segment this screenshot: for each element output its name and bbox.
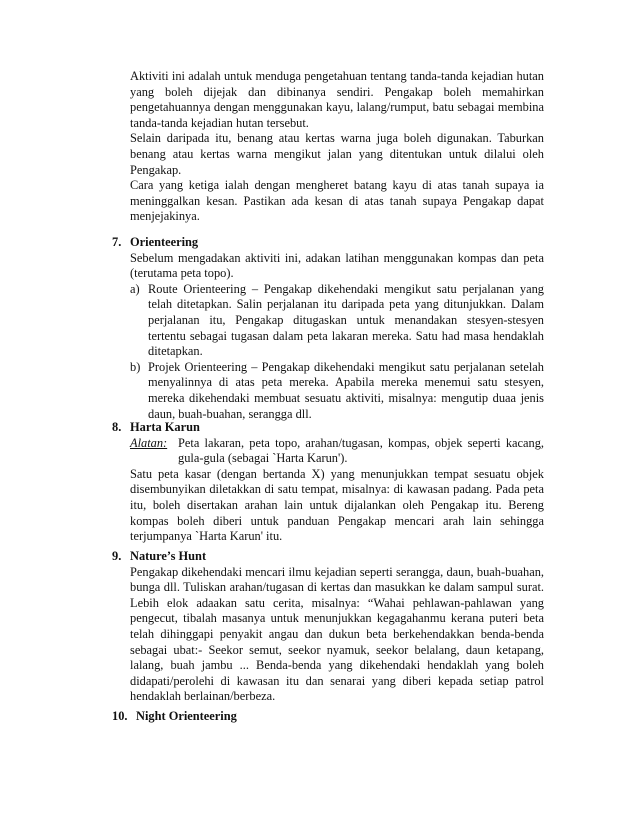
alatan-label: Alatan: <box>130 435 168 450</box>
item-b-label: b) <box>130 359 141 374</box>
intro-paragraph-2: Selain daripada itu, benang atau kertas warna juga boleh digunakan. Taburkan benang atau kertas warna mengikut jalan yang ditentukan untuk dilalui oleh Pengakap. <box>130 131 544 177</box>
item-b-text: Projek Orienteering – Pengakap dikehendaki mengikut satu perjalanan setelah menyalinnya di atas peta mereka. Apabila mereka menemui satu stesyen, mereka dikehendaki membuat sesuatu aktiviti, misalnya: mengutip duaa jenis daun, buah-buahan, serangga dll. <box>148 359 544 421</box>
item-a-label: a) <box>130 281 140 296</box>
intro-paragraph-1: Aktiviti ini adalah untuk menduga pengetahuan tentang tanda-tanda kejadian hutan yang boleh dijejak dan dibinanya sendiri. Pengakap boleh memahirkan pengetahuannya dengan menggunakan kayu, lalang/rumput, batu sebagai membina tanda-tanda kejadian hutan tersebut. <box>130 69 544 130</box>
intro-block <box>112 69 544 225</box>
section-9 <box>112 549 544 705</box>
section-7-number: 7. <box>112 235 122 249</box>
section-7-body: Sebelum mengadakan aktiviti ini, adakan latihan menggunakan kompas dan peta (terutama peta topo). <box>130 250 544 281</box>
section-10-title: Night Orienteering <box>136 709 237 723</box>
section-7-item-a <box>130 282 544 360</box>
section-9-title: Nature’s Hunt <box>130 549 207 563</box>
intro-paragraph-3: Cara yang ketiga ialah dengan mengheret batang kayu di atas tanah supaya ia meninggalkan kesan. Pastikan ada kesan di atas tanah supaya Pengakap dapat menjejakinya. <box>130 178 544 224</box>
alatan-text: Peta lakaran, peta topo, arahan/tugasan, kompas, objek seperti kacang, gula-gula (sebagai `Harta Karun'). <box>178 435 544 466</box>
section-8-number: 8. <box>112 420 122 434</box>
section-8-title: Harta Karun <box>130 420 200 434</box>
section-9-body: Pengakap dikehendaki mencari ilmu kejadian seperti serangga, daun, buah-buahan, bunga dll. Tuliskan arahan/tugasan di kertas dan masukkan ke dalam sampul surat. Lebih elok adaakan satu cerita, misalnya: “Wahai pehlawan-pahlawan yang pengecut, tibalah masanya untuk menunjukkan kegagahanmu kerana puteri beta telah dihinggapi penyakit angau dan dukun beta berkehendakkan benda-benda sebagai ubat:- Seekor semut, seekor nyamuk, seekor belalang, daun ketapang, lalang, buah jambu ... Benda-benda yang dikehendaki hendaklah yang boleh didapati/perolehi di kawasan itu dan senarai yang diberi kepada setiap patrol hendaklah berlainan/berbeza. <box>130 564 544 704</box>
section-10 <box>112 709 544 725</box>
section-9-number: 9. <box>112 549 122 563</box>
section-8-body: Satu peta kasar (dengan bertanda X) yang menunjukkan tempat sesuatu objek disembunyikan diletakkan di satu tempat, misalnya: di kawasan padang. Pada peta itu, boleh disertakan arahan lain untuk dijalankan oleh Pengakap itu. Bereng kompas boleh diberi untuk panduan Pengakap mencari arah lain sehingga terjumpanya `Harta Karun' itu. <box>130 466 544 544</box>
alatan-row <box>130 436 544 467</box>
section-7-title: Orienteering <box>130 235 199 249</box>
section-10-number: 10. <box>112 709 128 723</box>
item-a-text: Route Orienteering – Pengakap dikehendaki mengikut satu perjalanan yang telah ditetapkan. Salin perjalanan itu daripada peta yang ditunjukkan. Dalam perjalanan itu, Pengakap ditugaskan untuk menandakan stesyen-stesyen tertentu sebagai tugasan dalam peta lakaran mereka. Satu had masa hendaklah ditetapkan. <box>148 281 544 359</box>
section-7 <box>112 235 544 422</box>
section-8 <box>112 420 544 545</box>
section-7-item-b <box>130 360 544 422</box>
